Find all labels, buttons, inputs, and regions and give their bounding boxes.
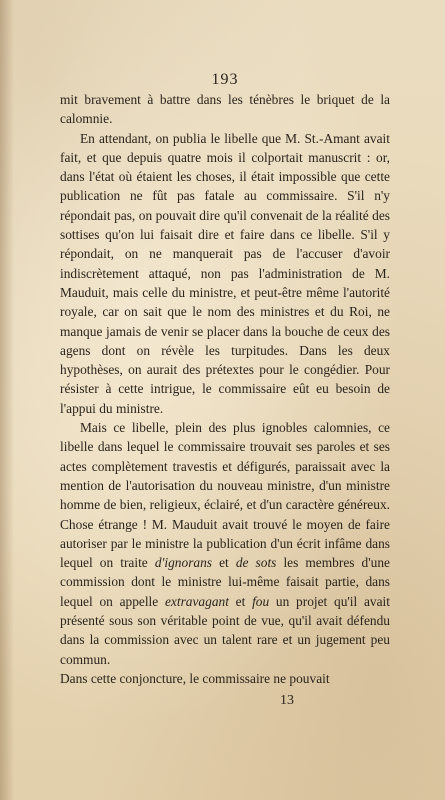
paragraph-3-text-b: et — [212, 555, 236, 571]
italic-de-sots: de sots — [235, 555, 277, 571]
paragraph-3-text-c: les membres d'une commission dont le ministre lui-même faisait partie, dans lequel on appelle — [60, 555, 390, 609]
paragraph-3-text-a: Mais ce libelle, plein des plus ignobles calomnies, ce libelle dans lequel le commissaire trouvait ses paroles et ses actes complètement travestis et défigurés, paraissait avec la mention de l'autorisation du nouveau ministre, d'un ministre homme de bien, religieux, éclairé, et d'un caractère généreux. Chose étrange ! M. Mauduit avait trouvé le moyen de faire autoriser par le ministre la publication d'un écrit infâme dans lequel on traite — [60, 420, 390, 571]
italic-ignorans: d'ignorans — [154, 555, 213, 571]
paragraph-1: mit bravement à battre dans les ténèbres le briquet de la calomnie. — [60, 92, 390, 127]
italic-extravagant: extravagant — [164, 593, 229, 609]
page-number: 193 — [211, 71, 239, 88]
paragraph-3 — [60, 418, 390, 669]
italic-fou: fou — [252, 593, 270, 609]
paragraph-3-text-d: et — [228, 593, 253, 609]
page-text-block — [60, 70, 390, 688]
signature-mark: 13 — [280, 693, 294, 708]
paragraph-3-text-e: un projet qu'il avait présenté sous son véritable point de vue, qu'il avait défendu dans la commission avec un talent rare et un jugement peu commun. — [60, 593, 390, 667]
paragraph-4: Dans cette conjoncture, le commissaire ne pouvait — [60, 670, 330, 686]
paragraph-2: En attendant, on publia le libelle que M. St.-Amant avait fait, et que depuis quatre mois il colportait manuscrit : or, dans l'état où étaient les choses, il était impossible que cette publication ne fût pas fatale au commissaire. S'il n'y répondait pas, on pouvait dire qu'il convenait de la réalité des sottises qu'on lui faisait dire et faire dans ce libelle. S'il y répondait, on ne manquerait pas de l'accuser d'avoir indiscrètement attaqué, non pas l'administration de M. Mauduit, mais celle du ministre, et peut-être même l'autorité royale, car on sait que le nom des ministres et du Roi, ne manque jamais de venir se placer dans la bouche de ceux des agens dont on révèle les turpitudes. Dans les deux hypothèses, on aurait des prétextes pour le congédier. Pour résister à cette intrigue, le commissaire eût eu besoin de l'appui du ministre. — [60, 130, 390, 416]
